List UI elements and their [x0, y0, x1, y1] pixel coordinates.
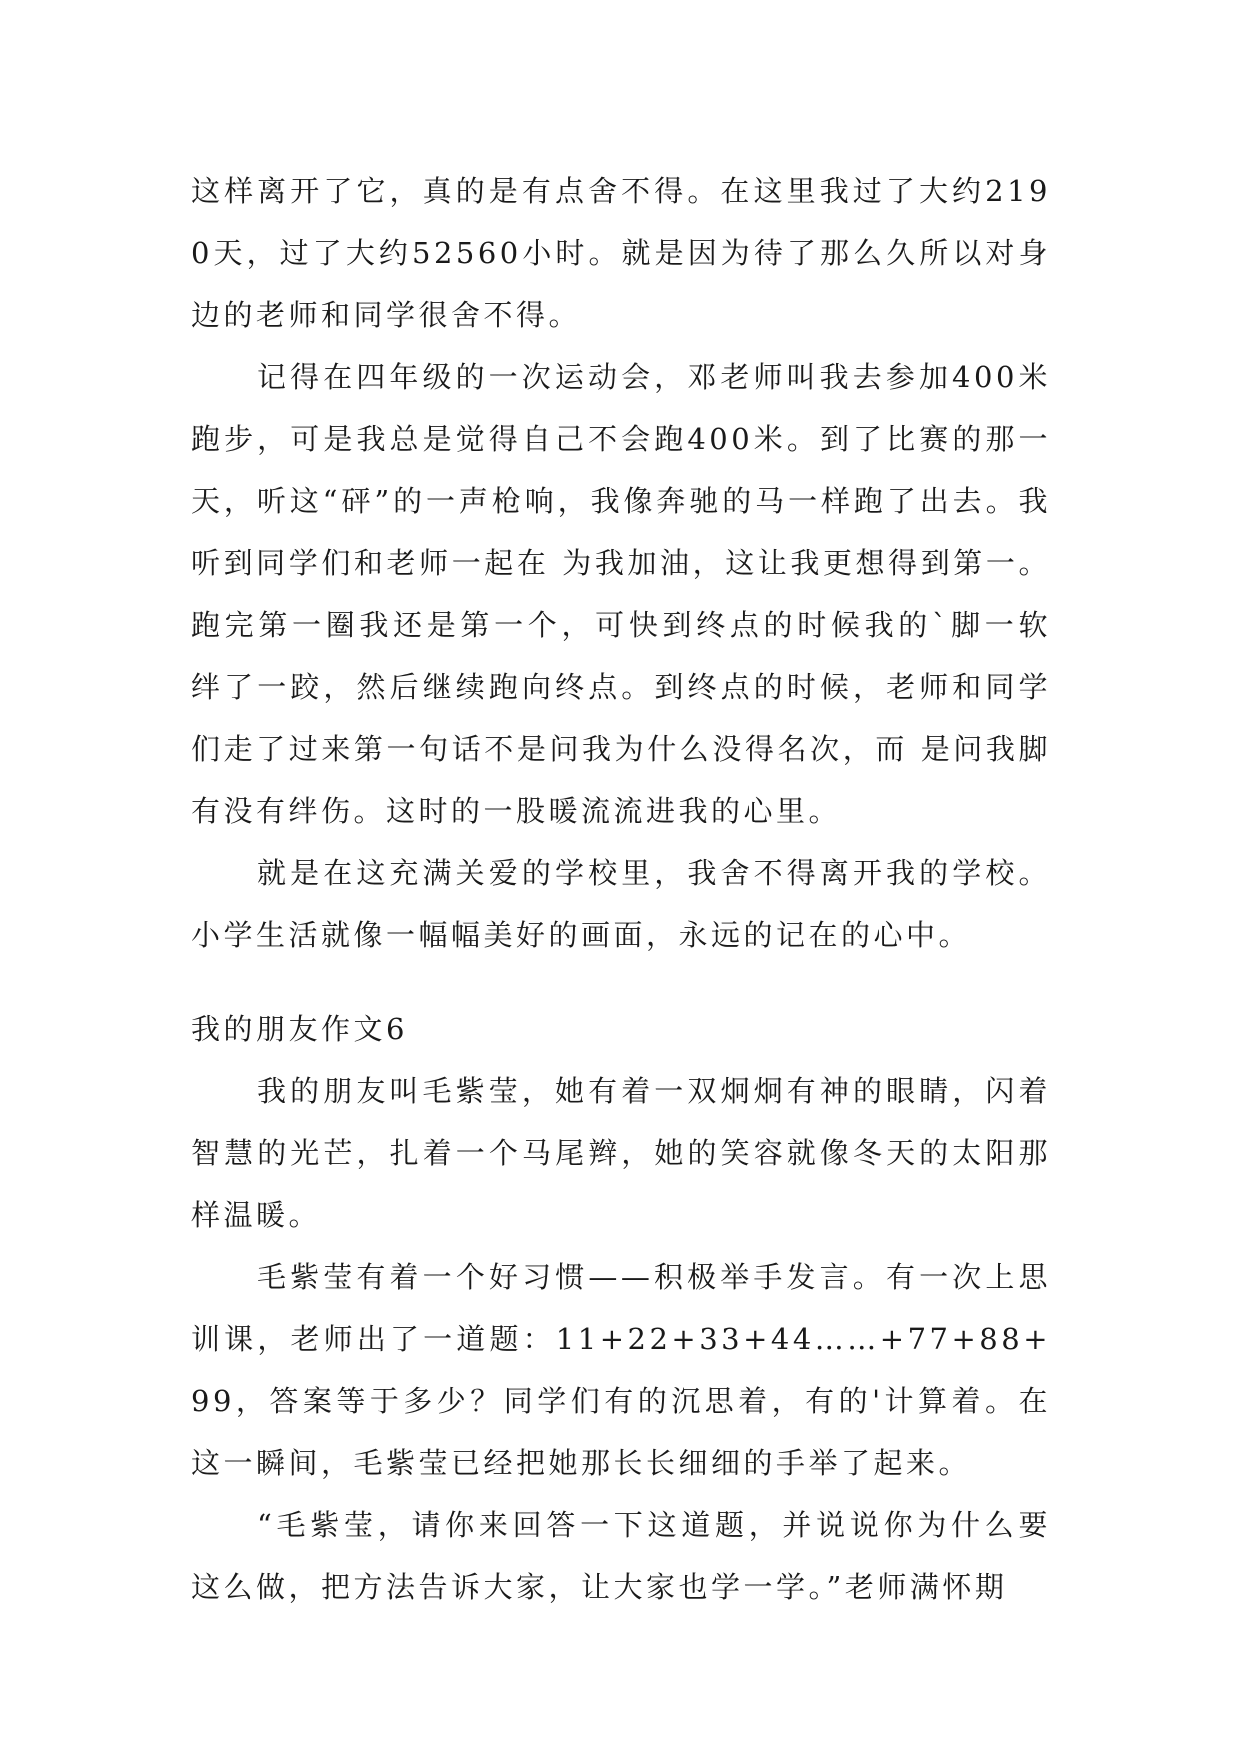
paragraph: “毛紫莹，请你来回答一下这道题，并说说你为什么要这么做，把方法告诉大家，让大家也学一学。”老师满怀期	[191, 1508, 1051, 1604]
section-title: 我的朋友作文6	[191, 1012, 408, 1046]
paragraph: 毛紫莹有着一个好习惯——积极举手发言。有一次上思训课，老师出了一道题：11+22+33+44……+77+88+99，答案等于多少？同学们有的沉思着，有的'计算着。在这一瞬间，毛紫莹已经把她那长长细细的手举了起来。	[191, 1260, 1051, 1480]
section-spacer	[191, 966, 1051, 998]
document-page	[191, 160, 1051, 1618]
paragraph: 记得在四年级的一次运动会，邓老师叫我去参加400米跑步，可是我总是觉得自己不会跑400米。到了比赛的那一天，听这“砰”的一声枪响，我像奔驰的马一样跑了出去。我听到同学们和老师一起在 为我加油，这让我更想得到第一。跑完第一圈我还是第一个，可快到终点的时候我的`脚一软绊了一跤，然后继续跑向终点。到终点的时候，老师和同学们走了过来第一句话不是问我为什么没得名次，而 是问我脚有没有绊伤。这时的一股暖流流进我的心里。	[191, 360, 1051, 828]
paragraph: 就是在这充满关爱的学校里，我舍不得离开我的学校。小学生活就像一幅幅美好的画面，永远的记在的心中。	[191, 856, 1051, 952]
paragraph: 我的朋友叫毛紫莹，她有着一双炯炯有神的眼睛，闪着智慧的光芒，扎着一个马尾辫，她的笑容就像冬天的太阳那样温暖。	[191, 1074, 1051, 1232]
paragraph: 这样离开了它，真的是有点舍不得。在这里我过了大约2190天，过了大约52560小时。就是因为待了那么久所以对身边的老师和同学很舍不得。	[191, 174, 1051, 332]
